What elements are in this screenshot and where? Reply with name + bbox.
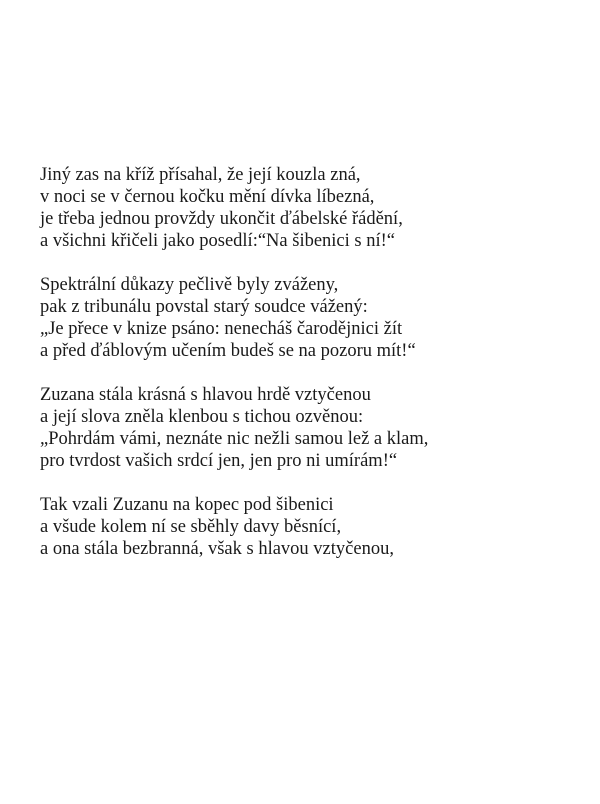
- stanza-4: [40, 494, 580, 560]
- poem-text: [40, 164, 580, 582]
- stanza-1: [40, 164, 580, 252]
- poem-line: pro tvrdost vašich srdcí jen, jen pro ni umírám!“: [40, 451, 398, 471]
- poem-line: a ona stála bezbranná, však s hlavou vztyčenou,: [40, 539, 394, 559]
- poem-line: a všichni křičeli jako posedlí:“Na šibenici s ní!“: [40, 231, 395, 251]
- poem-line: Spektrální důkazy pečlivě byly zváženy,: [40, 275, 339, 295]
- poem-line: pak z tribunálu povstal starý soudce vážený:: [40, 297, 368, 317]
- poem-line: Jiný zas na kříž přísahal, že její kouzla zná,: [40, 165, 361, 185]
- poem-line: „Pohrdám vámi, neznáte nic nežli samou lež a klam,: [40, 429, 429, 449]
- poem-line: v noci se v černou kočku mění dívka líbezná,: [40, 187, 375, 207]
- stanza-2: [40, 274, 580, 362]
- stanza-3: [40, 384, 580, 472]
- poem-line: Zuzana stála krásná s hlavou hrdě vztyčenou: [40, 385, 371, 405]
- poem-line: a před ďáblovým učením budeš se na pozoru mít!“: [40, 341, 416, 361]
- poem-line: „Je přece v knize psáno: nenecháš čarodějnici žít: [40, 319, 403, 339]
- poem-line: Tak vzali Zuzanu na kopec pod šibenici: [40, 495, 334, 515]
- poem-line: a její slova zněla klenbou s tichou ozvěnou:: [40, 407, 364, 427]
- poem-line: a všude kolem ní se sběhly davy běsnící,: [40, 517, 342, 537]
- poem-line: je třeba jednou provždy ukončit ďábelské řádění,: [40, 209, 403, 229]
